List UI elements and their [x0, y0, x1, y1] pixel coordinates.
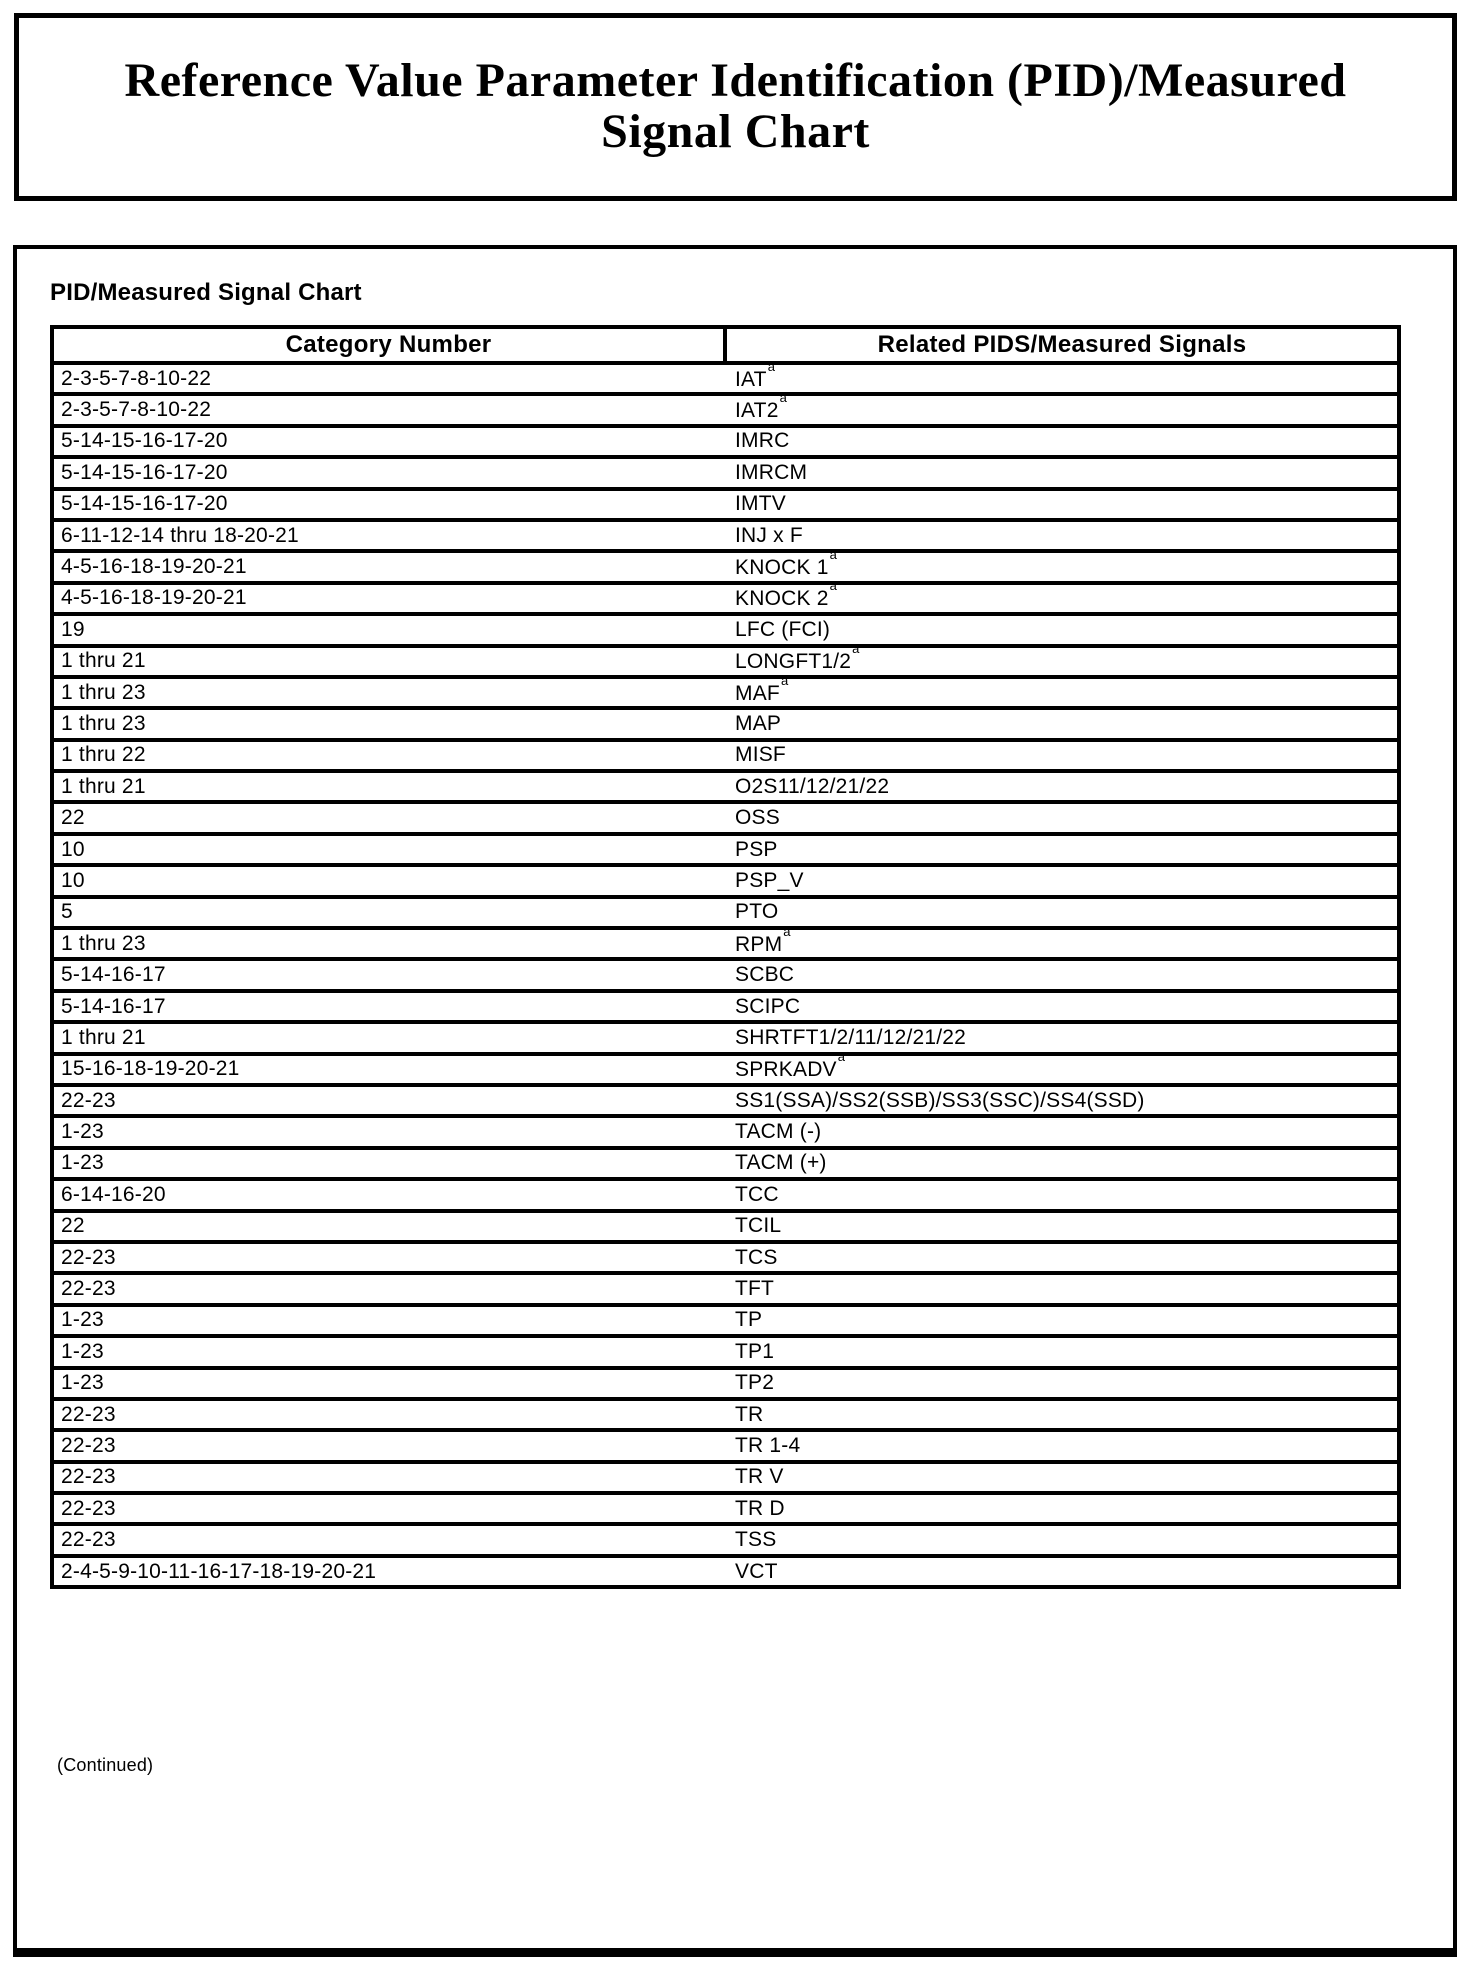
category-cell: 2-3-5-7-8-10-22	[52, 363, 725, 394]
category-cell: 22-23	[52, 1242, 725, 1273]
signal-cell: O2S11/12/21/22	[725, 771, 1399, 802]
table-row	[52, 1493, 1399, 1524]
signal-cell: TP1	[725, 1336, 1399, 1367]
table-row	[52, 1148, 1399, 1179]
table-row	[52, 614, 1399, 645]
category-cell: 4-5-16-18-19-20-21	[52, 583, 725, 614]
signal-cell: PTO	[725, 897, 1399, 928]
category-cell: 1 thru 21	[52, 1022, 725, 1053]
category-cell: 5-14-16-17	[52, 959, 725, 990]
table-row	[52, 646, 1399, 677]
content-box	[13, 245, 1457, 1957]
category-cell: 10	[52, 865, 725, 896]
table-row	[52, 1054, 1399, 1085]
table-row	[52, 1022, 1399, 1053]
table-row	[52, 394, 1399, 425]
column-header-category-number: Category Number	[52, 327, 725, 363]
category-cell: 5-14-15-16-17-20	[52, 426, 725, 457]
category-cell: 2-3-5-7-8-10-22	[52, 394, 725, 425]
table-row	[52, 740, 1399, 771]
signal-cell: TSS	[725, 1524, 1399, 1555]
signal-cell: IMRC	[725, 426, 1399, 457]
column-header-related-pids: Related PIDS/Measured Signals	[725, 327, 1399, 363]
signal-cell: TR V	[725, 1462, 1399, 1493]
signal-cell: IAT2$^a$	[725, 394, 1399, 425]
signal-cell: TP	[725, 1305, 1399, 1336]
table-row	[52, 1399, 1399, 1430]
table-row	[52, 897, 1399, 928]
table-row	[52, 1430, 1399, 1461]
table-row	[52, 708, 1399, 739]
signal-cell: MAF$^a$	[725, 677, 1399, 708]
category-cell: 1 thru 21	[52, 771, 725, 802]
footnote-marker: a	[767, 358, 776, 374]
section-heading: PID/Measured Signal Chart	[50, 279, 362, 306]
category-cell: 5-14-15-16-17-20	[52, 489, 725, 520]
table-row	[52, 1556, 1399, 1587]
signal-cell: TACM (-)	[725, 1116, 1399, 1147]
table-body	[52, 358, 1399, 1587]
signal-cell: SCBC	[725, 959, 1399, 990]
signal-cell: TP2	[725, 1368, 1399, 1399]
table-row	[52, 1242, 1399, 1273]
table-row	[52, 457, 1399, 488]
header-row	[52, 327, 1399, 363]
category-cell: 22-23	[52, 1085, 725, 1116]
footnote-marker: a	[780, 672, 789, 688]
table-row	[52, 583, 1399, 614]
category-cell: 1 thru 23	[52, 677, 725, 708]
table-row	[52, 959, 1399, 990]
table-row	[52, 1116, 1399, 1147]
signal-cell: IAT$^a$	[725, 363, 1399, 394]
table-row	[52, 1368, 1399, 1399]
table-row	[52, 489, 1399, 520]
table-row	[52, 1273, 1399, 1304]
signal-cell: MISF	[725, 740, 1399, 771]
table-row	[52, 865, 1399, 896]
table-row	[52, 1336, 1399, 1367]
signal-cell: SPRKADV$^a$	[725, 1054, 1399, 1085]
category-cell: 22-23	[52, 1399, 725, 1430]
footnote-marker: a	[837, 1049, 846, 1065]
signal-cell: IMTV	[725, 489, 1399, 520]
category-cell: 22-23	[52, 1462, 725, 1493]
table-row	[52, 1179, 1399, 1210]
signal-cell: SCIPC	[725, 991, 1399, 1022]
category-cell: 1-23	[52, 1305, 725, 1336]
category-cell: 1 thru 23	[52, 928, 725, 959]
signal-cell: TCC	[725, 1179, 1399, 1210]
category-cell: 1-23	[52, 1148, 725, 1179]
signal-cell: LFC (FCI)	[725, 614, 1399, 645]
category-cell: 22	[52, 802, 725, 833]
table-row	[52, 991, 1399, 1022]
category-cell: 6-11-12-14 thru 18-20-21	[52, 520, 725, 551]
category-cell: 1-23	[52, 1116, 725, 1147]
signal-cell: KNOCK 1$^a$	[725, 551, 1399, 582]
table-row	[52, 1524, 1399, 1555]
table-row	[52, 928, 1399, 959]
signal-cell: MAP	[725, 708, 1399, 739]
table-row	[52, 834, 1399, 865]
page-title-line1: Reference Value Parameter Identification (PID)/Measured	[124, 54, 1347, 107]
table-header	[52, 327, 1399, 363]
signal-cell: RPM$^a$	[725, 928, 1399, 959]
category-cell: 5	[52, 897, 725, 928]
signal-cell: LONGFT1/2$^a$	[725, 646, 1399, 677]
table-row	[52, 677, 1399, 708]
signal-cell: TR	[725, 1399, 1399, 1430]
category-cell: 10	[52, 834, 725, 865]
category-cell: 5-14-16-17	[52, 991, 725, 1022]
category-cell: 5-14-15-16-17-20	[52, 457, 725, 488]
category-cell: 1 thru 23	[52, 708, 725, 739]
table-row	[52, 1462, 1399, 1493]
signal-cell: OSS	[725, 802, 1399, 833]
table-row	[52, 802, 1399, 833]
footnote-marker: a	[829, 547, 838, 563]
table-row	[52, 426, 1399, 457]
signal-cell: INJ x F	[725, 520, 1399, 551]
category-cell: 22-23	[52, 1493, 725, 1524]
table-row	[52, 520, 1399, 551]
signal-cell: TACM (+)	[725, 1148, 1399, 1179]
signal-cell: SHRTFT1/2/11/12/21/22	[725, 1022, 1399, 1053]
table-row	[52, 1085, 1399, 1116]
category-cell: 19	[52, 614, 725, 645]
category-cell: 15-16-18-19-20-21	[52, 1054, 725, 1085]
table-row	[52, 551, 1399, 582]
footnote-marker: a	[783, 923, 791, 939]
category-cell: 1 thru 21	[52, 646, 725, 677]
page-title-line2: Signal Chart	[601, 104, 870, 158]
signal-cell: PSP_V	[725, 865, 1399, 896]
signal-cell: TR D	[725, 1493, 1399, 1524]
category-cell: 1 thru 22	[52, 740, 725, 771]
signal-cell: TCIL	[725, 1211, 1399, 1242]
category-cell: 22-23	[52, 1430, 725, 1461]
continued-note: (Continued)	[57, 1755, 154, 1775]
signal-cell: PSP	[725, 834, 1399, 865]
category-cell: 4-5-16-18-19-20-21	[52, 551, 725, 582]
table-row	[52, 1211, 1399, 1242]
table-row	[52, 363, 1399, 394]
signal-cell: TFT	[725, 1273, 1399, 1304]
category-cell: 22-23	[52, 1273, 725, 1304]
signal-cell: TCS	[725, 1242, 1399, 1273]
category-cell: 22	[52, 1211, 725, 1242]
table-row	[52, 771, 1399, 802]
signal-cell: TR 1-4	[725, 1430, 1399, 1461]
table-row	[52, 1305, 1399, 1336]
footnote-marker: a	[829, 578, 838, 594]
title-box	[14, 13, 1457, 201]
signal-cell: SS1(SSA)/SS2(SSB)/SS3(SSC)/SS4(SSD)	[725, 1085, 1399, 1116]
signal-cell: VCT	[725, 1556, 1399, 1587]
category-cell: 1-23	[52, 1368, 725, 1399]
category-cell: 2-4-5-9-10-11-16-17-18-19-20-21	[52, 1556, 725, 1587]
footnote-marker: a	[779, 390, 788, 406]
pid-signal-table	[50, 325, 1401, 1589]
category-cell: 22-23	[52, 1524, 725, 1555]
category-cell: 1-23	[52, 1336, 725, 1367]
page-title	[19, 56, 1452, 158]
signal-cell: KNOCK 2$^a$	[725, 583, 1399, 614]
signal-cell: IMRCM	[725, 457, 1399, 488]
footnote-marker: a	[852, 641, 860, 657]
category-cell: 6-14-16-20	[52, 1179, 725, 1210]
